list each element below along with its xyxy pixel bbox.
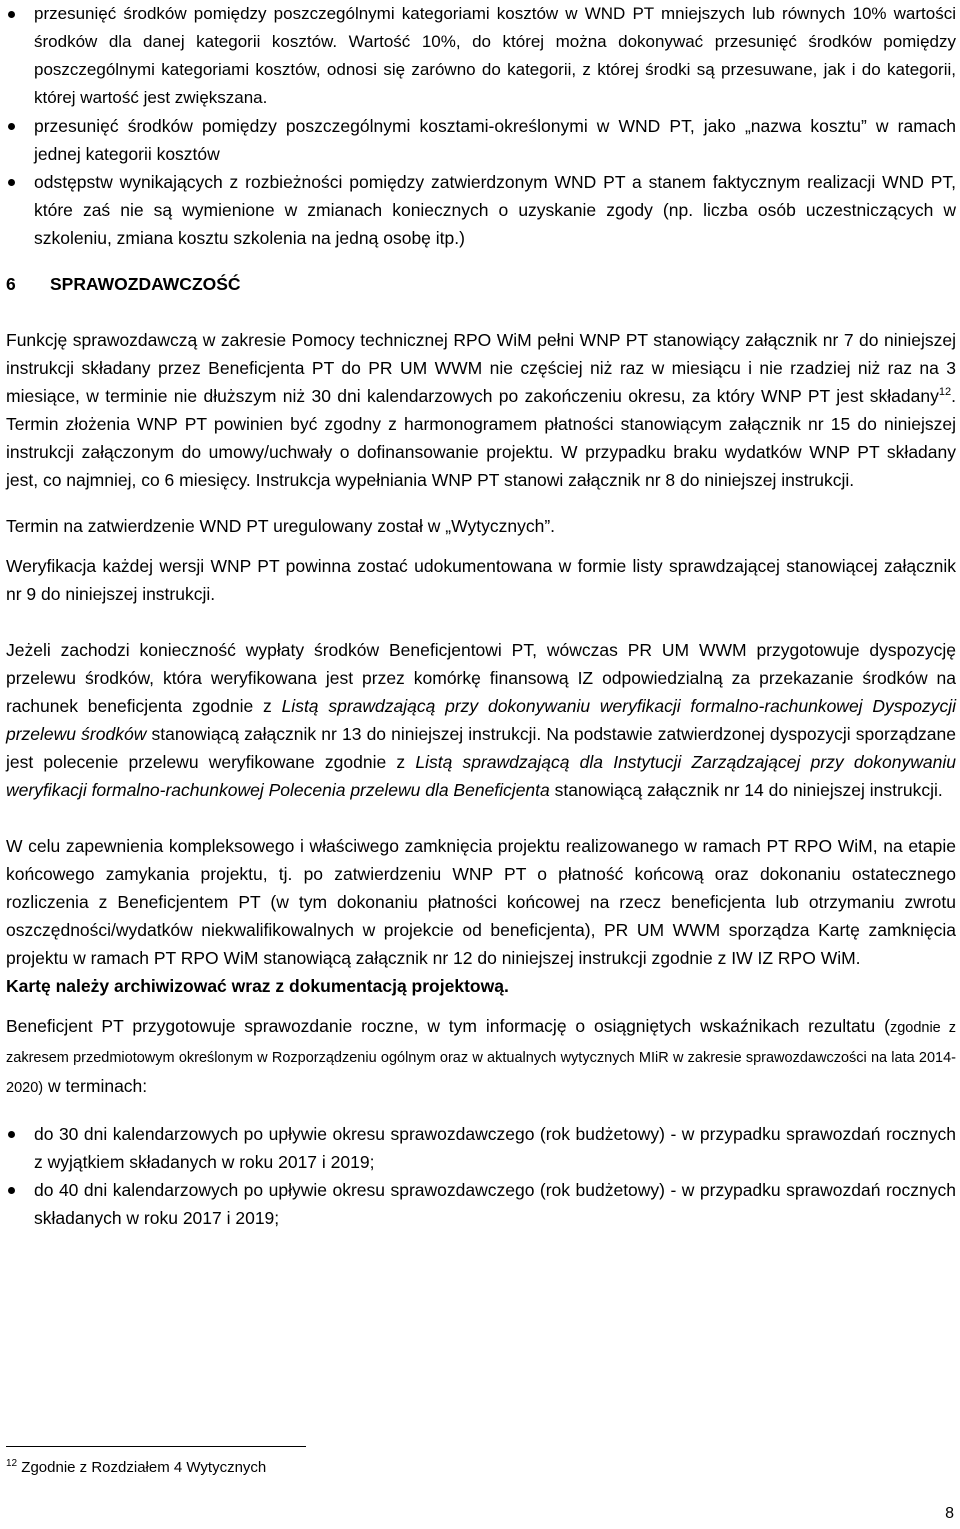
- paragraph-text: W celu zapewnienia kompleksowego i właściwego zamknięcia projektu realizowanego w ramach PT RPO WiM, na etapie końcowego zamykania projektu, tj. po zatwierdzeniu WNP PT o płatność końcową oraz dokonaniu ostatecznego rozliczenia z Beneficjentem PT (w tym dokonaniu płatności końcowej na rzecz beneficjenta lub otrzymaniu zwrotu oszczędności/wydatków niekwalifikowalnych w projekcie od beneficjenta), PR UM WWM sporządza Kartę zamknięcia projektu w ramach PT RPO WiM stanowiącą załącznik nr 12 do niniejszej instrukcji zgodnie z IW IZ RPO WiM.: [6, 836, 956, 968]
- paragraph-text: stanowiącą załącznik nr 14 do niniejszej instrukcji.: [549, 780, 943, 800]
- footnote-text: Zgodnie z Rozdziałem 4 Wytycznych: [21, 1459, 267, 1476]
- paragraph-reporting: [6, 326, 956, 494]
- page-number: 8: [945, 1505, 954, 1522]
- section-number: 6: [6, 274, 16, 294]
- list-item: odstępstw wynikających z rozbieżności pomiędzy zatwierdzonym WND PT a stanem faktycznym realizacji WND PT, które zaś nie są wymienione w zmianach koniecznych o uzyskanie zgody (np. liczba osób uczestniczących w szkoleniu, zmiana kosztu szkolenia na jedną osobę itp.): [6, 168, 956, 252]
- footnote-ref: 12: [938, 386, 952, 398]
- italic-document-title: Listą sprawdzającą dla Instytucji Zarządzającej przy dokonywaniu weryfikacji formalno-rachunkowej Polecenia przelewu dla Beneficjenta: [6, 752, 956, 800]
- paragraph-text: w terminach:: [43, 1076, 148, 1096]
- paragraph-annual-report: [6, 1012, 956, 1102]
- paragraph-text: stanowiącą załącznik nr 13 do niniejszej instrukcji. Na podstawie zatwierdzonej dyspozycji sporządzane jest polecenie przelewu weryfikowane zgodnie z: [6, 724, 956, 772]
- list-item: do 30 dni kalendarzowych po upływie okresu sprawozdawczego (rok budżetowy) - w przypadku sprawozdań rocznych z wyjątkiem składanych w roku 2017 i 2019;: [6, 1120, 956, 1176]
- paragraph-text: Beneficjent PT przygotowuje sprawozdanie roczne, w tym informację o osiągniętych wskaźnikach rezultatu (: [6, 1016, 890, 1036]
- bullet-list-bottom: [6, 1120, 956, 1232]
- paragraph-text: Funkcję sprawozdawczą w zakresie Pomocy technicznej RPO WiM pełni WNP PT stanowiący załącznik nr 7 do niniejszej instrukcji składany przez Beneficjenta PT do PR UM WWM nie częściej niż raz w miesiącu i nie rzadziej niż raz na 3 miesiące, w terminie nie dłuższym niż 30 dni kalendarzowych po zakończeniu okresu, za który WNP PT jest składany: [6, 330, 956, 406]
- footnote-number: 12: [6, 1458, 18, 1469]
- document-page: [6, 0, 956, 1232]
- paragraph-approval-term: Termin na zatwierdzenie WND PT uregulowany został w „Wytycznych”.: [6, 516, 556, 536]
- footnote-divider: [6, 1446, 306, 1447]
- paragraph-project-closure: [6, 832, 956, 1000]
- footnote: [6, 1458, 266, 1478]
- bold-statement: Kartę należy archiwizować wraz z dokumentacją projektową.: [6, 976, 509, 996]
- list-item: przesunięć środków pomiędzy poszczególnymi kosztami-określonymi w WND PT, jako „nazwa kosztu” w ramach jednej kategorii kosztów: [6, 112, 956, 168]
- section-heading: [6, 270, 956, 298]
- paragraph-payment: [6, 636, 956, 804]
- bullet-list-top: [6, 0, 956, 252]
- section-title: SPRAWOZDAWCZOŚĆ: [50, 274, 241, 294]
- paragraph-text: Jeżeli zachodzi konieczność wypłaty środków Beneficjentowi PT, wówczas PR UM WWM przygotowuje dyspozycję przelewu środków, która weryfikowana jest przez komórkę finansową IZ odpowiedzialną za przekazanie środków na rachunek beneficjenta zgodnie z: [6, 640, 956, 716]
- paragraph-text: . Termin złożenia WNP PT powinien być zgodny z harmonogramem płatności stanowiącym załącznik nr 15 do niniejszej instrukcji załączonym do umowy/uchwały o dofinansowanie projektu. W przypadku braku wydatków WNP PT składany jest, co najmniej, co 6 miesięcy. Instrukcja wypełniania WNP PT stanowi załącznik nr 8 do niniejszej instrukcji.: [6, 386, 956, 490]
- italic-document-title: Listą sprawdzającą przy dokonywaniu weryfikacji formalno-rachunkowej Dyspozycji przelewu środków: [6, 696, 956, 744]
- list-item: przesunięć środków pomiędzy poszczególnymi kategoriami kosztów w WND PT mniejszych lub równych 10% wartości środków dla danej kategorii kosztów. Wartość 10%, do której można dokonywać przesunięć środków pomiędzy poszczególnymi kategoriami kosztów, odnosi się zarówno do kategorii, z której środki są przesuwane, jak i do kategorii, której wartość jest zwiększana.: [6, 0, 956, 112]
- paragraph-small-text: zgodnie z zakresem przedmiotowym określonym w Rozporządzeniu ogólnym oraz w aktualnych wytycznych MIiR w zakresie sprawozdawczości na lata 2014-2020): [6, 1020, 956, 1096]
- list-item: do 40 dni kalendarzowych po upływie okresu sprawozdawczego (rok budżetowy) - w przypadku sprawozdań rocznych składanych w roku 2017 i 2019;: [6, 1176, 956, 1232]
- paragraph-verification: Weryfikacja każdej wersji WNP PT powinna zostać udokumentowana w formie listy sprawdzającej stanowiącej załącznik nr 9 do niniejszej instrukcji.: [6, 556, 956, 604]
